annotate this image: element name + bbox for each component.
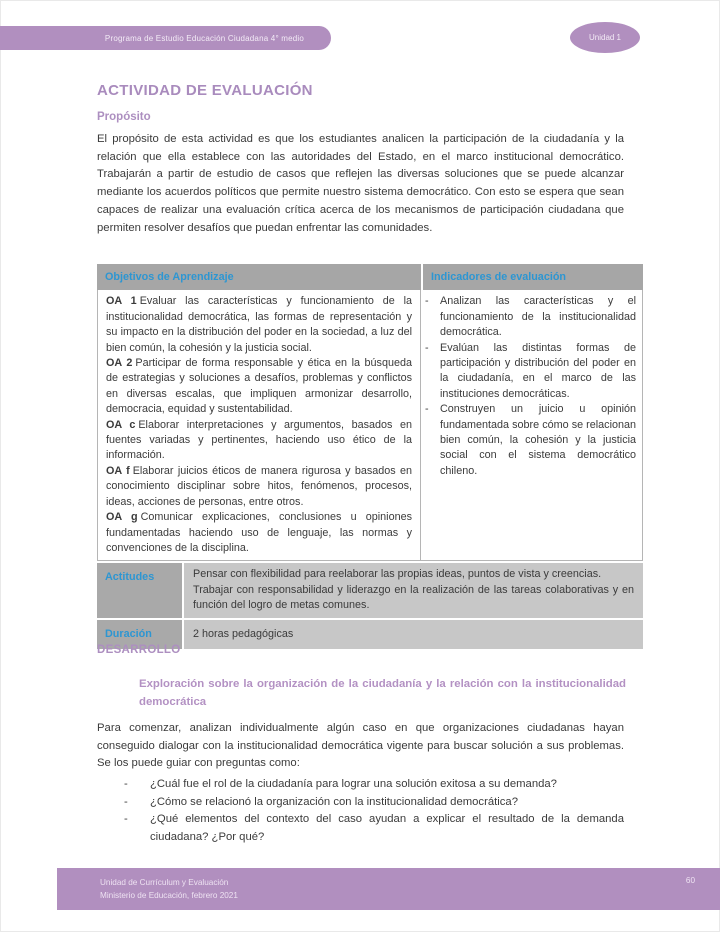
unit-badge (570, 22, 640, 53)
table-header-row (97, 264, 643, 290)
bullet-dash: - (425, 403, 429, 416)
duracion-label: Duración (97, 620, 182, 649)
actitudes-label: Actitudes (97, 563, 182, 617)
indicator-text: Construyen un juicio u opinión fundamentada sobre cómo se relacionan bien común, la cohesión y la justicia social con el sistema democrático chileno. (440, 403, 636, 477)
bullet-dash: - (124, 795, 128, 808)
evaluation-table (97, 264, 643, 649)
oa-item (106, 464, 412, 510)
duracion-value: 2 horas pedagógicas (182, 620, 643, 649)
question-item (124, 776, 624, 794)
table-header-objetivos: Objetivos de Aprendizaje (97, 264, 421, 290)
question-text: ¿Qué elementos del contexto del caso ayudan a explicar el resultado de la demanda ciudadana? ¿Por qué? (150, 813, 624, 844)
objetivos-cell (97, 290, 421, 561)
oa-text: Elaborar interpretaciones y argumentos, basados en fuentes variadas y pertinentes, haciendo uso ético de la información. (106, 418, 412, 462)
table-header-indicadores: Indicadores de evaluación (421, 264, 643, 290)
oa-text: Evaluar las características y funcionamiento de la institucionalidad democrática, las formas de representación y su impacto en la distribución del poder en la sociedad, a luz del bien común, la cohesión y la justicia social. (106, 295, 412, 354)
question-text: ¿Cuál fue el rol de la ciudadanía para lograr una solución exitosa a su demanda? (150, 778, 557, 790)
oa-text: Comunicar explicaciones, conclusiones u opiniones fundamentadas haciendo uso de lenguaje, las normas y convenciones de la disciplina. (106, 511, 412, 554)
indicator-item (425, 341, 636, 403)
oa-text: Elaborar juicios éticos de manera rigurosa y basados en conocimiento disciplinar sobre hitos, fenómenos, procesos, ideas, acciones de personas, entre otros. (106, 464, 413, 508)
oa-code: OA g (106, 511, 138, 524)
indicadores-cell (421, 290, 643, 561)
oa-item (106, 294, 412, 356)
bullet-dash: - (124, 813, 128, 826)
question-item (124, 794, 624, 812)
footer-credits (100, 876, 238, 902)
guiding-questions-list (124, 776, 624, 847)
actitudes-row (97, 561, 643, 617)
footer-org-line2: Ministerio de Educación, febrero 2021 (100, 891, 238, 900)
actitudes-content (182, 563, 643, 617)
oa-item (106, 356, 412, 418)
page-number: 60 (685, 876, 695, 885)
bullet-dash: - (124, 778, 128, 790)
indicator-item (425, 402, 636, 479)
bullet-dash: - (425, 295, 429, 308)
purpose-paragraph: El propósito de esta actividad es que los estudiantes analicen la participación de la ciudadanía y la relación que ella establece con las autoridades del Estado, en el marco institucional democrático. Trabajarán a partir de estudio de casos que reflejen las diversas soluciones que se puede alcanzar mediante los acuerdos políticos que permite nuestro sistema democrático. Con esto se espera que sean capaces de realizar una evaluación crítica acerca de los mecanismos de participación ciudadana que permiten resolver desafíos que puedan enfrentar las comunidades. (97, 133, 624, 234)
program-header-label: Programa de Estudio Educación Ciudadana 4° medio (104, 33, 305, 43)
table-body-row (97, 290, 643, 561)
unit-badge-label: Unidad 1 (588, 33, 622, 42)
desarrollo-intro-paragraph: Para comenzar, analizan individualmente algún caso en que organizaciones ciudadanas hayan conseguido dialogar con la institucionalidad democrática vigente para buscar solución a sus problemas. Se los puede guiar con preguntas como: (97, 722, 624, 770)
oa-code: OA c (106, 418, 136, 431)
question-text: ¿Cómo se relacionó la organización con la institucionalidad democrática? (150, 795, 518, 808)
oa-code: OA 2 (106, 357, 133, 370)
footer-band (57, 868, 720, 910)
program-header-band (0, 26, 331, 50)
page-title: ACTIVIDAD DE EVALUACIÓN (97, 82, 313, 99)
indicator-text: Analizan las características y el funcionamiento de la institucionalidad democrática. (440, 295, 636, 339)
activity-subtitle: Exploración sobre la organización de la ciudadanía y la relación con la institucionalidad democrática (139, 678, 626, 708)
question-item (124, 811, 624, 846)
indicator-item (425, 294, 636, 340)
footer-org-line1: Unidad de Currículum y Evaluación (100, 878, 229, 887)
purpose-heading: Propósito (97, 111, 151, 123)
oa-item (106, 418, 412, 464)
indicator-text: Evalúan las distintas formas de participación y distribución del poder en la ciudadanía, en el marco de las instituciones democráticas. (440, 341, 636, 400)
actitud-line: Pensar con flexibilidad para reelaborar las propias ideas, puntos de vista y creencias. (193, 568, 602, 581)
actitud-line: Trabajar con responsabilidad y liderazgo en la realización de las tareas colaborativas y en función del logro de metas comunes. (193, 583, 634, 612)
oa-text: Participar de forma responsable y ética en la búsqueda de estrategias y soluciones a desafíos, problemas y conflictos en diversas escalas, que impliquen armonizar desarrollo, democracia, equidad y sustentabilidad. (106, 357, 412, 416)
oa-code: OA f (106, 464, 130, 477)
desarrollo-heading: DESARROLLO (97, 644, 181, 656)
oa-item (106, 510, 412, 556)
oa-code: OA 1 (106, 295, 137, 308)
bullet-dash: - (425, 341, 429, 354)
